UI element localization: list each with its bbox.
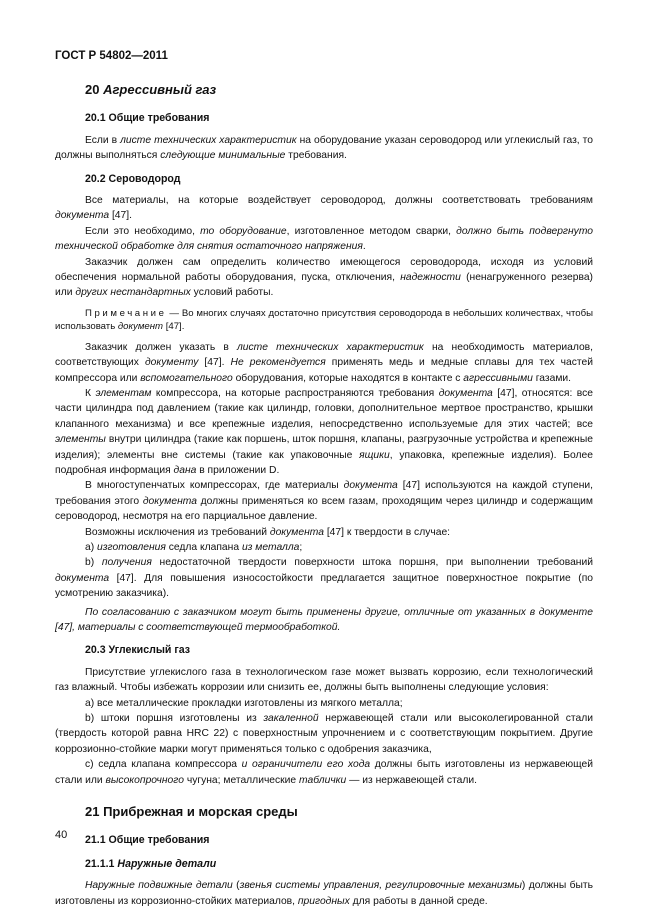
list-item: с) седла клапана компрессора и ограничители его хода должны быть изготовлены из нержавеющей стали или высокопрочного чугуна; металлические таблички — из нержавеющей стали. [55,759,593,786]
paragraph: Если в листе технических характеристик на оборудование указан сероводород или углекислый газ, то должны выполняться следующие минимальные требования. [55,134,593,162]
section-21-1-heading: 21.1 Общие требования [85,834,210,847]
note-label: Примечание [85,307,167,319]
note: Примечание — Во многих случаях достаточно присутствия сероводорода в небольших количествах, чтобы использовать документ [47]. [55,307,593,333]
list-item: а) изготовления седла клапана из металла; [85,541,303,553]
paragraph: Если это необходимо, то оборудование, изготовленное методом сварки, должно быть подвергнуто технической обработке для снятия остаточного напряжения. [55,225,594,253]
section-20-3-heading: 20.3 Углекислый газ [85,644,191,657]
paragraph: Все материалы, на которые воздействует сероводород, должны соответствовать требованиям документа [47]. [55,195,593,222]
paragraph: Заказчик должен указать в листе технических характеристик на необходимость материалов, соответствующих документу [47]. Не рекомендуется применять медь и медные сплавы для тех частей компрессора или вспомогательного оборудования, которые находятся в контакте с агрессивными газами. [55,341,594,384]
paragraph: Возможны исключения из требований документа [47] к твердости в случае: [85,526,451,538]
section-20-1-heading: 20.1 Общие требования [85,112,210,125]
document-body [55,78,593,909]
list-item: b) штоки поршня изготовлены из закаленной нержавеющей стали или высоколегированной стали (твердость которой равна HRC 22) с поверхностным упрочнением и с соответствующим покрытием. Другие коррозионно-стойкие марки могут применяться только с одобрения заказчика, [55,713,593,755]
section-20-2-heading: 20.2 Сероводород [85,172,181,185]
paragraph: Наружные подвижные детали (звенья системы управления, регулировочные механизмы) должны быть изготовлены из коррозионно-стойких материалов, пригодных для работы в данной среде. [55,880,593,907]
paragraph: Заказчик должен сам определить количество имеющегося сероводорода, исходя из условий обеспечения нормальной работы оборудования, пуска, отключения, надежности (ненагруженного резерва) или других нестандартных условий работы. [55,256,593,299]
italic-paragraph: По согласованию с заказчиком могут быть применены другие, отличные от указанных в документе [47], материалы с соответствующей термообработкой. [55,606,593,633]
section-21-heading: 21 Прибрежная и морская среды [85,804,298,820]
paragraph: К элементам компрессора, на которые распространяются требования документа [47], относятся: все части цилиндра под давлением (такие как цилиндр, головки, дополнительное мертвое пространство, крышки клапанного механизма) и все крепежные изделия, непосредственно используемые для этих частей; все элементы внутри цилиндра (такие как поршень, шток поршня, клапаны, разгрузочные устройства и крепежные изделия); элементы вне системы (такие как упаковочные ящики, упаковка, крепежные изделия). Более подробная информация дана в приложении D. [55,387,594,476]
paragraph: В многоступенчатых компрессорах, где материалы документа [47] используются на каждой ступени, требования этого документа должны применяться ко всем газам, проходящим через цилиндр и содержащим сероводород, несмотря на его парциальное давление. [55,480,593,523]
paragraph: Присутствие углекислого газа в технологическом газе может вызвать коррозию, если технологический газ влажный. Чтобы избежать коррозии или снизить ее, должны быть выполнены следующие условия: [55,666,593,694]
section-21-1-1-heading: 21.1.1 Наружные детали [85,857,217,870]
page-number: 40 [55,829,68,841]
section-20-heading: 20 Агрессивный газ [85,82,217,97]
doc-code-header: ГОСТ Р 54802—2011 [55,50,168,62]
list-item: b) получения недостаточной твердости поверхности штока поршня, при выполнении требований документа [47]. Для повышения износостойкости предлагается защитное поверхностное покрытие (по усмотрению заказчика). [55,557,593,600]
list-item: а) все металлические прокладки изготовлены из мягкого металла; [85,697,403,709]
